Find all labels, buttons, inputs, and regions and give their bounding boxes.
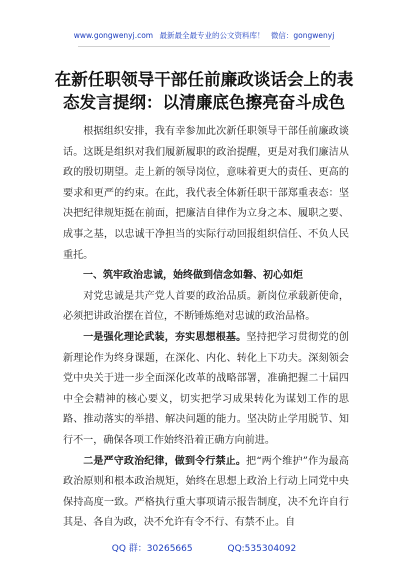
document-title: 在新任职领导干部任前廉政谈话会上的表态发言提纲：以清廉底色擦亮奋斗成色 [54,70,354,112]
section-1-paragraph: 对党忠诚是共产党人首要的政治品质。新岗位承载新使命，必须把讲政治摆在首位，不断锤炼绝对忠诚的政治品格。 [63,290,349,323]
header-slogan: 最新最全最专业的公文资料库！ [159,31,265,40]
page-header [0,30,408,41]
section-heading-1: 一、筑牢政治忠诚，始终做到信念如磐、初心如炬 [83,270,303,282]
page-footer [0,541,408,554]
point-1-paragraph [63,328,349,452]
point-2-lead: 二是严守政治纪律，做到令行禁止。 [83,455,247,467]
header-site[interactable]: www.gongwenyj.com [73,31,154,40]
point-1-text: 坚持把学习贯彻党的创新理论作为终身课题，在深化、内化、转化上下功夫。深刻领会党中央关于进一步全面深化改革的战略部署，准确把握二十届四中全会精神的核心要义，切实把学习成果转化为谋划工作的思路、推动落实的举措、解决问题的能力。坚决防止学用脱节、知行不一，确保各项工作始终沿着正确方向前进。 [63,331,350,446]
footer-qq: QQ:535304092 [227,544,297,554]
point-2-paragraph [63,452,349,534]
intro-paragraph: 根据组织安排，我有幸参加此次新任职领导干部任前廉政谈话。这既是组织对我们履新履职的政治提醒，更是对我们廉洁从政的殷切期望。走上新的领导岗位，意味着更大的责任、更高的要求和更严的约束。在此，我代表全体新任职干部郑重表态：坚决把纪律规矩挺在前面，把廉洁自律作为立身之本、履职之要、成事之基，以忠诚干净担当的实际行动回报组织信任、不负人民重托。 [63,126,349,261]
point-1-lead: 一是强化理论武装，夯实思想根基。 [83,331,247,343]
header-wechat: 微信：gongwenyj [270,31,335,40]
point-2-text: 把“两个维护”作为最高政治原则和根本政治规矩，始终在思想上政治上行动上同党中央保持高度一致。严格执行重大事项请示报告制度，决不允许自行其是、各自为政，决不允许有令不行、有禁不止。自 [63,455,349,529]
footer-qq-group: QQ 群：30265665 [111,544,193,554]
document-body [63,122,349,534]
header-divider [78,46,330,47]
